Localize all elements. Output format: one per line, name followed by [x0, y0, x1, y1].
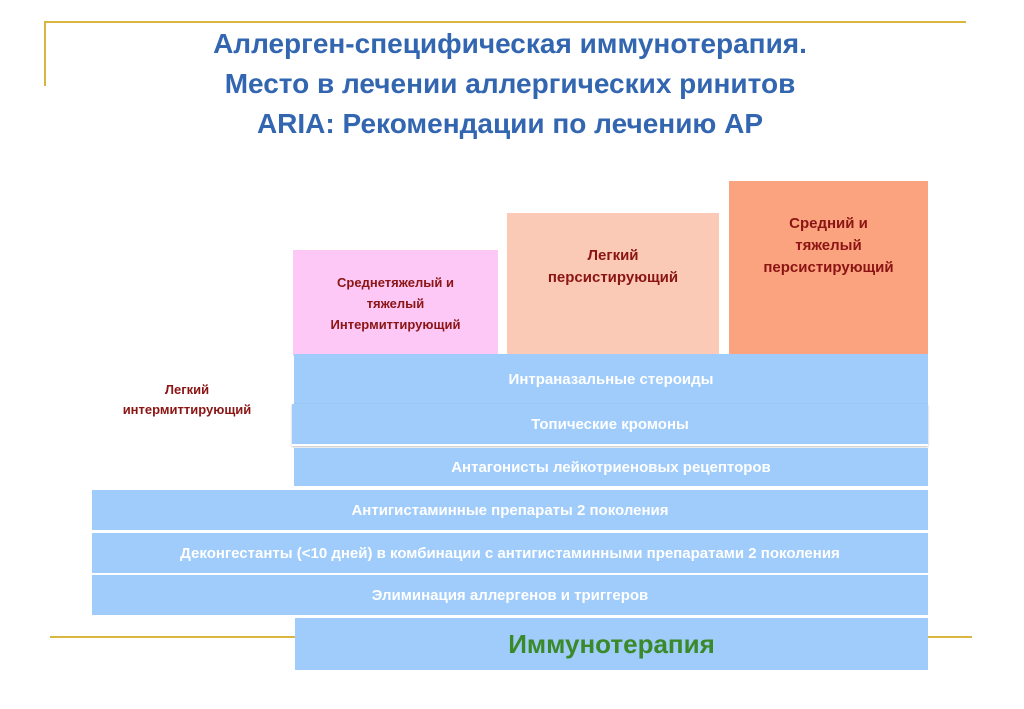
severity-mild-persistent — [507, 213, 719, 356]
severity-moderate-persistent — [729, 181, 928, 356]
treatment-topical-cromones: Топические кромоны — [292, 404, 928, 446]
left-rule — [44, 21, 46, 86]
slide-title — [90, 24, 930, 144]
severity-label-line: Средний и — [789, 215, 868, 232]
top-rule — [44, 21, 966, 23]
severity-mild-intermittent — [92, 360, 282, 440]
title-line-3: ARIA: Рекомендации по лечению АР — [256, 108, 764, 139]
treatment-immunotherapy: Иммунотерапия — [295, 618, 928, 670]
treatment-intranasal-steroids: Интраназальные стероиды — [294, 354, 928, 406]
title-line-2: Место в лечении аллергических ринитов — [224, 68, 796, 99]
severity-label-line: тяжелый — [366, 295, 425, 311]
severity-label-line: интермиттирующий — [122, 402, 252, 417]
treatment-elimination: Элиминация аллергенов и триггеров — [92, 575, 928, 617]
treatment-antihistamines: Антигистаминные препараты 2 поколения — [92, 490, 928, 532]
title-line-1: Аллерген-специфическая иммунотерапия. — [213, 28, 807, 59]
severity-label-line: Легкий — [587, 247, 639, 264]
treatment-decongestants: Деконгестанты (<10 дней) в комбинации с антигистаминными препаратами 2 поколения — [92, 533, 928, 575]
treatment-leukotriene-antagonists: Антагонисты лейкотриеновых рецепторов — [294, 448, 928, 488]
severity-label-line: персистирующий — [763, 259, 894, 276]
severity-label-line: Среднетяжелый и — [337, 274, 454, 290]
severity-label-line: Интермиттирующий — [330, 316, 461, 332]
severity-label-line: персистирующий — [547, 269, 679, 286]
severity-label-line: Легкий — [164, 382, 210, 397]
severity-label-line: тяжелый — [795, 237, 862, 254]
severity-moderate-intermittent — [293, 250, 498, 356]
